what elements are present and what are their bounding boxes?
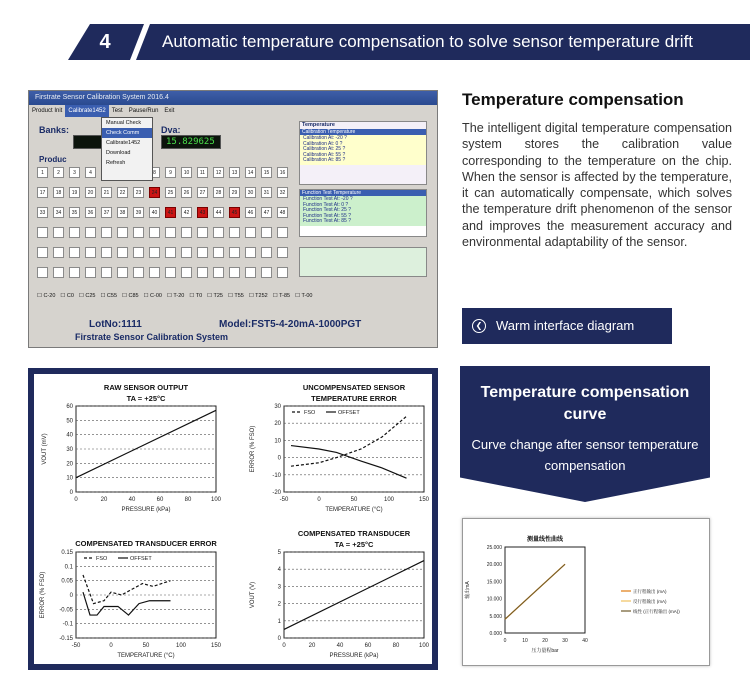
- x-tick-label: -50: [279, 497, 289, 503]
- channel-cell[interactable]: 24: [149, 187, 160, 198]
- series-line: [291, 446, 407, 479]
- channel-cell[interactable]: [133, 267, 144, 278]
- channel-cell[interactable]: [229, 267, 240, 278]
- channel-cell[interactable]: 46: [245, 207, 256, 218]
- compensation-description: The intelligent digital temperature compensation system stores the calibration value corresponding to the temperature on the chip. When the sensor is affected by the temperature, it can automatically compensate, which solves the temperature drift phenomenon of the sensor and improves the measurement accuracy and environmental adaptability of the sensor.: [462, 121, 732, 250]
- channel-cell[interactable]: [69, 267, 80, 278]
- y-tick-label: 1: [277, 618, 281, 625]
- channel-cell[interactable]: [133, 227, 144, 238]
- linearity-chart: [462, 518, 710, 666]
- channel-cell[interactable]: [261, 247, 272, 258]
- channel-cell[interactable]: 3: [69, 167, 80, 178]
- channel-cell[interactable]: [181, 247, 192, 258]
- status-checkbox[interactable]: ☐ C0: [60, 293, 74, 299]
- chart-title: COMPENSATED TRANSDUCER ERROR: [75, 539, 217, 548]
- channel-cell[interactable]: 11: [197, 167, 208, 178]
- dropdown-item[interactable]: Manual Check: [106, 120, 142, 126]
- x-tick-label: 20: [100, 497, 108, 503]
- channel-cell[interactable]: [37, 247, 48, 258]
- x-tick-label: 150: [418, 497, 430, 503]
- temperature-panel-subtitle: Calibration Temperature: [300, 129, 426, 135]
- channel-cell[interactable]: [101, 227, 112, 238]
- channel-cell[interactable]: 44: [213, 207, 224, 218]
- channel-cell[interactable]: [149, 227, 160, 238]
- x-axis-label: PRESSURE (kPa): [121, 507, 171, 513]
- x-tick-label: 100: [175, 643, 187, 649]
- channel-cell[interactable]: [53, 247, 64, 258]
- channel-cell[interactable]: [261, 267, 272, 278]
- y-tick-label: 30: [66, 447, 73, 453]
- status-checkbox[interactable]: ☐ T0: [189, 293, 203, 299]
- calibration-line: Calibration At: -20 ?: [303, 135, 347, 141]
- channel-cell[interactable]: 14: [245, 167, 256, 178]
- channel-cell[interactable]: 30: [245, 187, 256, 198]
- x-tick-label: 20: [308, 643, 316, 649]
- dropdown-item[interactable]: Download: [106, 150, 131, 156]
- x-tick-label: 80: [184, 497, 192, 503]
- channel-cell[interactable]: [277, 247, 288, 258]
- status-checkbox[interactable]: ☐ C55: [100, 293, 118, 299]
- channel-cell[interactable]: [213, 267, 224, 278]
- channel-cell[interactable]: [117, 247, 128, 258]
- calibration-line: Calibration At: 25 ?: [303, 146, 346, 153]
- y-tick-label: 0.000: [489, 631, 502, 637]
- y-tick-label: 10: [66, 475, 73, 482]
- legend-label: FSO: [304, 410, 316, 416]
- callout-title: Temperature compensation curve: [480, 384, 690, 423]
- channel-cell[interactable]: 45: [229, 207, 240, 218]
- chart-title: 测量线性曲线: [526, 537, 564, 543]
- dva-label: Dva:: [161, 125, 181, 135]
- x-tick-label: 150: [210, 643, 222, 649]
- channel-cell[interactable]: 19: [69, 187, 80, 198]
- dropdown-item[interactable]: Check Comm: [102, 128, 152, 138]
- warm-interface-button[interactable]: [462, 308, 672, 344]
- y-tick-label: 0: [69, 490, 73, 496]
- channel-cell[interactable]: 41: [165, 207, 176, 218]
- channel-cell[interactable]: [85, 267, 96, 278]
- chart-subtitle: TA = +25°C: [334, 540, 374, 549]
- channel-cell[interactable]: 4: [85, 167, 96, 178]
- menu-product-init[interactable]: Product Init: [32, 108, 63, 114]
- channel-cell[interactable]: 25: [165, 187, 176, 198]
- y-tick-label: 60: [66, 404, 73, 410]
- function-line: Function Test At: -20 ?: [303, 196, 353, 202]
- temperature-panel: [299, 121, 427, 185]
- menu-exit[interactable]: Exit: [164, 108, 175, 114]
- channel-cell[interactable]: 10: [181, 167, 192, 178]
- channel-cell[interactable]: 40: [149, 207, 160, 218]
- channel-cell[interactable]: 23: [133, 187, 144, 198]
- channel-cell[interactable]: 33: [37, 207, 48, 218]
- channel-cell[interactable]: [53, 227, 64, 238]
- y-tick-label: 30: [274, 404, 281, 410]
- y-tick-label: 3: [277, 584, 281, 591]
- plot-frame: [284, 406, 424, 492]
- channel-cell[interactable]: 18: [53, 187, 64, 198]
- status-checkbox[interactable]: ☐ T55: [227, 293, 244, 299]
- channel-cell[interactable]: [245, 227, 256, 238]
- warm-interface-label: Warm interface diagram: [496, 318, 635, 333]
- chip-label: Banks:: [39, 125, 70, 135]
- legend-label: OFFSET: [338, 410, 360, 416]
- channel-cell[interactable]: 26: [181, 187, 192, 198]
- channel-cell[interactable]: [69, 227, 80, 238]
- channel-cell[interactable]: [229, 247, 240, 258]
- channel-cell[interactable]: [53, 267, 64, 278]
- channel-cell[interactable]: 47: [261, 207, 272, 218]
- series-line: [83, 575, 171, 604]
- calibration-line: Calibration At: 85 ?: [303, 157, 346, 164]
- chart-title: COMPENSATED TRANSDUCER: [297, 529, 411, 538]
- channel-cell[interactable]: 39: [133, 207, 144, 218]
- status-checkbox[interactable]: ☐ C25: [78, 293, 96, 299]
- x-tick-label: 60: [364, 643, 372, 649]
- menu-test[interactable]: Test: [111, 108, 123, 114]
- x-tick-label: -50: [71, 643, 81, 649]
- function-panel-title: Function Test Temperature: [300, 190, 426, 196]
- chart-subtitle: TEMPERATURE ERROR: [311, 394, 397, 403]
- channel-cell[interactable]: 43: [197, 207, 208, 218]
- channel-cell[interactable]: 16: [277, 167, 288, 178]
- x-tick-label: 80: [392, 643, 400, 649]
- y-tick-label: 20: [274, 421, 281, 428]
- compensation-heading: Temperature compensation: [462, 90, 684, 109]
- channel-cell[interactable]: [165, 227, 176, 238]
- channel-cell[interactable]: [101, 247, 112, 258]
- y-tick-label: 20: [66, 461, 73, 468]
- legend-label: OFFSET: [130, 556, 152, 562]
- channel-cell[interactable]: [181, 227, 192, 238]
- channel-cell[interactable]: 35: [69, 207, 80, 218]
- channel-cell[interactable]: 2: [53, 167, 64, 178]
- y-tick-label: 0: [277, 455, 281, 462]
- function-test-panel: [299, 189, 427, 237]
- x-tick-label: 50: [142, 643, 150, 649]
- x-axis-label: TEMPERATURE (°C): [325, 507, 383, 513]
- callout-subtitle: Curve change after sensor temperature compensation: [471, 437, 699, 473]
- y-tick-label: 5: [277, 550, 281, 556]
- x-axis-label: 压力量程bar: [531, 648, 559, 654]
- y-tick-label: -0.05: [59, 607, 73, 614]
- channel-cell[interactable]: [229, 227, 240, 238]
- channel-cell[interactable]: [85, 227, 96, 238]
- channel-cell[interactable]: [149, 267, 160, 278]
- system-name: Firstrate Sensor Calibration System: [75, 332, 229, 342]
- y-tick-label: 40: [66, 432, 73, 439]
- status-checkbox[interactable]: ☐ C85: [122, 293, 139, 299]
- function-line: Function Test At: 85 ?: [303, 218, 351, 225]
- x-tick-label: 0: [503, 638, 507, 644]
- y-tick-label: 0.05: [61, 578, 73, 585]
- status-checkbox[interactable]: ☐ T252: [248, 293, 268, 299]
- channel-cell[interactable]: [117, 267, 128, 278]
- channel-cell[interactable]: [213, 227, 224, 238]
- calibration-line: Calibration At: 0 ?: [303, 140, 343, 147]
- channel-cell[interactable]: 34: [53, 207, 64, 218]
- calibrate-dropdown: [101, 117, 153, 181]
- channel-cell[interactable]: [197, 267, 208, 278]
- menu-bar: [29, 105, 437, 117]
- function-test-list: [300, 196, 426, 226]
- chip-display: [73, 135, 103, 149]
- y-tick-label: 2: [277, 601, 281, 608]
- y-tick-label: 0.15: [61, 550, 73, 556]
- status-checkbox[interactable]: ☐ T-85: [272, 293, 291, 299]
- compensation-curves-frame: [28, 368, 438, 670]
- window-title: Firstrate Sensor Calibration System 2016.4: [29, 91, 437, 105]
- x-tick-label: 20: [542, 638, 548, 644]
- chart-subtitle: TA = +25°C: [126, 394, 166, 403]
- lot-number: LotNo:1111: [89, 319, 142, 330]
- legend-label: 线性 (正行程输出 (mA)): [633, 609, 680, 614]
- chart-title: RAW SENSOR OUTPUT: [103, 383, 189, 392]
- channel-cell[interactable]: [101, 267, 112, 278]
- linearity-svg: [463, 519, 709, 665]
- status-checkboxes: [37, 293, 421, 299]
- product-label: Produc: [39, 155, 67, 164]
- channel-cell[interactable]: [197, 227, 208, 238]
- x-tick-label: 100: [383, 497, 395, 503]
- channel-cell[interactable]: 13: [229, 167, 240, 178]
- y-tick-label: -20: [272, 490, 281, 496]
- model-number: Model:FST5-4-20mA-1000PGT: [219, 319, 362, 330]
- channel-cell[interactable]: [117, 227, 128, 238]
- y-axis-label: VOUT (mV): [42, 433, 48, 465]
- y-tick-label: -0.15: [59, 636, 73, 642]
- x-tick-label: 100: [210, 497, 222, 503]
- channel-cell[interactable]: 22: [117, 187, 128, 198]
- channel-cell[interactable]: [165, 267, 176, 278]
- chevron-left-circle-icon: ❮: [472, 319, 486, 333]
- y-tick-label: 10.000: [486, 596, 502, 603]
- channel-cell[interactable]: [37, 267, 48, 278]
- status-checkbox[interactable]: ☐ T-00: [295, 293, 313, 299]
- function-line: Function Test At: 55 ?: [303, 212, 351, 219]
- x-tick-label: 40: [128, 497, 136, 503]
- chart-title: UNCOMPENSATED SENSOR: [302, 383, 406, 392]
- channel-cell[interactable]: [149, 247, 160, 258]
- y-tick-label: 4: [277, 567, 281, 574]
- y-tick-label: 0: [277, 636, 281, 642]
- channel-cell[interactable]: [37, 227, 48, 238]
- y-axis-label: ERROR (% FSO): [40, 571, 46, 619]
- y-axis-label: ERROR (% FSO): [250, 425, 256, 473]
- status-checkbox[interactable]: ☐ C-00: [143, 293, 162, 299]
- channel-cell[interactable]: 36: [85, 207, 96, 218]
- series-line: [83, 592, 171, 615]
- channel-cell[interactable]: [133, 247, 144, 258]
- series-line: [505, 564, 565, 619]
- temperature-panel-title: Temperature: [302, 122, 335, 128]
- x-tick-label: 0: [74, 497, 78, 503]
- section-title: Automatic temperature compensation to solve sensor temperature drift: [162, 32, 694, 51]
- y-tick-label: 0: [69, 593, 73, 599]
- channel-cell[interactable]: [85, 247, 96, 258]
- x-tick-label: 0: [282, 643, 286, 649]
- y-tick-label: 20.000: [486, 562, 502, 569]
- legend-label: 正行程输出 (mA): [633, 589, 667, 594]
- channel-cell[interactable]: [245, 247, 256, 258]
- x-axis-label: TEMPERATURE (°C): [117, 653, 175, 659]
- y-tick-label: 0.1: [64, 564, 73, 571]
- x-tick-label: 40: [336, 643, 344, 649]
- x-tick-label: 30: [562, 638, 568, 644]
- channel-cell[interactable]: 17: [37, 187, 48, 198]
- channel-cell[interactable]: [261, 227, 272, 238]
- y-axis-label: 输出mA: [465, 581, 471, 599]
- x-tick-label: 0: [109, 643, 113, 649]
- legend-label: FSO: [96, 556, 108, 562]
- channel-cell[interactable]: 8: [149, 167, 160, 178]
- channel-cell[interactable]: 37: [101, 207, 112, 218]
- y-tick-label: 10: [274, 438, 281, 445]
- dropdown-item[interactable]: Calibrate1452: [106, 140, 141, 146]
- channel-cell[interactable]: [165, 247, 176, 258]
- curves-svg: [34, 374, 432, 664]
- legend-label: 反行程输出 (mA): [633, 599, 667, 604]
- y-tick-label: 15.000: [486, 579, 502, 586]
- calibration-list: [300, 135, 426, 165]
- section-number: 4: [99, 31, 111, 53]
- series-line: [284, 561, 424, 630]
- x-tick-label: 50: [350, 497, 358, 503]
- y-tick-label: 25.000: [486, 545, 502, 551]
- channel-cell[interactable]: 15: [261, 167, 272, 178]
- status-checkbox[interactable]: ☐ C-20: [37, 293, 56, 299]
- y-axis-label: VOUT (V): [250, 581, 256, 609]
- channel-cell[interactable]: 42: [181, 207, 192, 218]
- channel-cell[interactable]: [69, 247, 80, 258]
- dva-display: 15.829625: [161, 135, 221, 149]
- function-line: Function Test At: 25 ?: [303, 207, 351, 214]
- calibration-software-screenshot: [28, 90, 438, 348]
- channel-cell[interactable]: 12: [213, 167, 224, 178]
- channel-cell[interactable]: 48: [277, 207, 288, 218]
- channel-cell[interactable]: [181, 267, 192, 278]
- x-tick-label: 0: [317, 497, 321, 503]
- channel-cell[interactable]: [197, 247, 208, 258]
- menu-pause-run[interactable]: Pause/Run: [128, 108, 159, 114]
- channel-cell[interactable]: [213, 247, 224, 258]
- status-display: [299, 247, 427, 277]
- channel-cell[interactable]: 9: [165, 167, 176, 178]
- channel-cell[interactable]: [277, 227, 288, 238]
- channel-cell[interactable]: 38: [117, 207, 128, 218]
- menu-calibrate[interactable]: Calibrate1452: [65, 105, 108, 117]
- function-line: Function Test At: 0 ?: [303, 201, 349, 208]
- x-tick-label: 100: [418, 643, 430, 649]
- channel-cell[interactable]: 28: [213, 187, 224, 198]
- plot-frame: [505, 547, 585, 633]
- channel-cell[interactable]: [277, 267, 288, 278]
- series-line: [291, 416, 407, 466]
- y-tick-label: -0.1: [62, 621, 73, 628]
- status-checkbox[interactable]: ☐ T25: [207, 293, 223, 299]
- status-checkbox[interactable]: ☐ T-20: [166, 293, 185, 299]
- channel-cell[interactable]: 21: [101, 187, 112, 198]
- channel-cell[interactable]: 1: [37, 167, 48, 178]
- compensation-curves: [34, 374, 432, 664]
- x-axis-label: PRESSURE (kPa): [329, 653, 379, 659]
- channel-cell[interactable]: 27: [197, 187, 208, 198]
- y-tick-label: 5.000: [489, 613, 502, 620]
- dropdown-item[interactable]: Refresh: [106, 160, 126, 166]
- x-tick-label: 10: [522, 638, 528, 644]
- y-tick-label: -10: [272, 472, 281, 479]
- channel-cell[interactable]: 32: [277, 187, 288, 198]
- channel-cell[interactable]: 29: [229, 187, 240, 198]
- calibration-line: Calibration At: 55 ?: [303, 151, 346, 158]
- channel-cell[interactable]: 20: [85, 187, 96, 198]
- channel-cell[interactable]: [245, 267, 256, 278]
- x-tick-label: 60: [156, 497, 164, 503]
- channel-cell[interactable]: 31: [261, 187, 272, 198]
- x-tick-label: 40: [582, 638, 588, 644]
- y-tick-label: 50: [66, 418, 73, 425]
